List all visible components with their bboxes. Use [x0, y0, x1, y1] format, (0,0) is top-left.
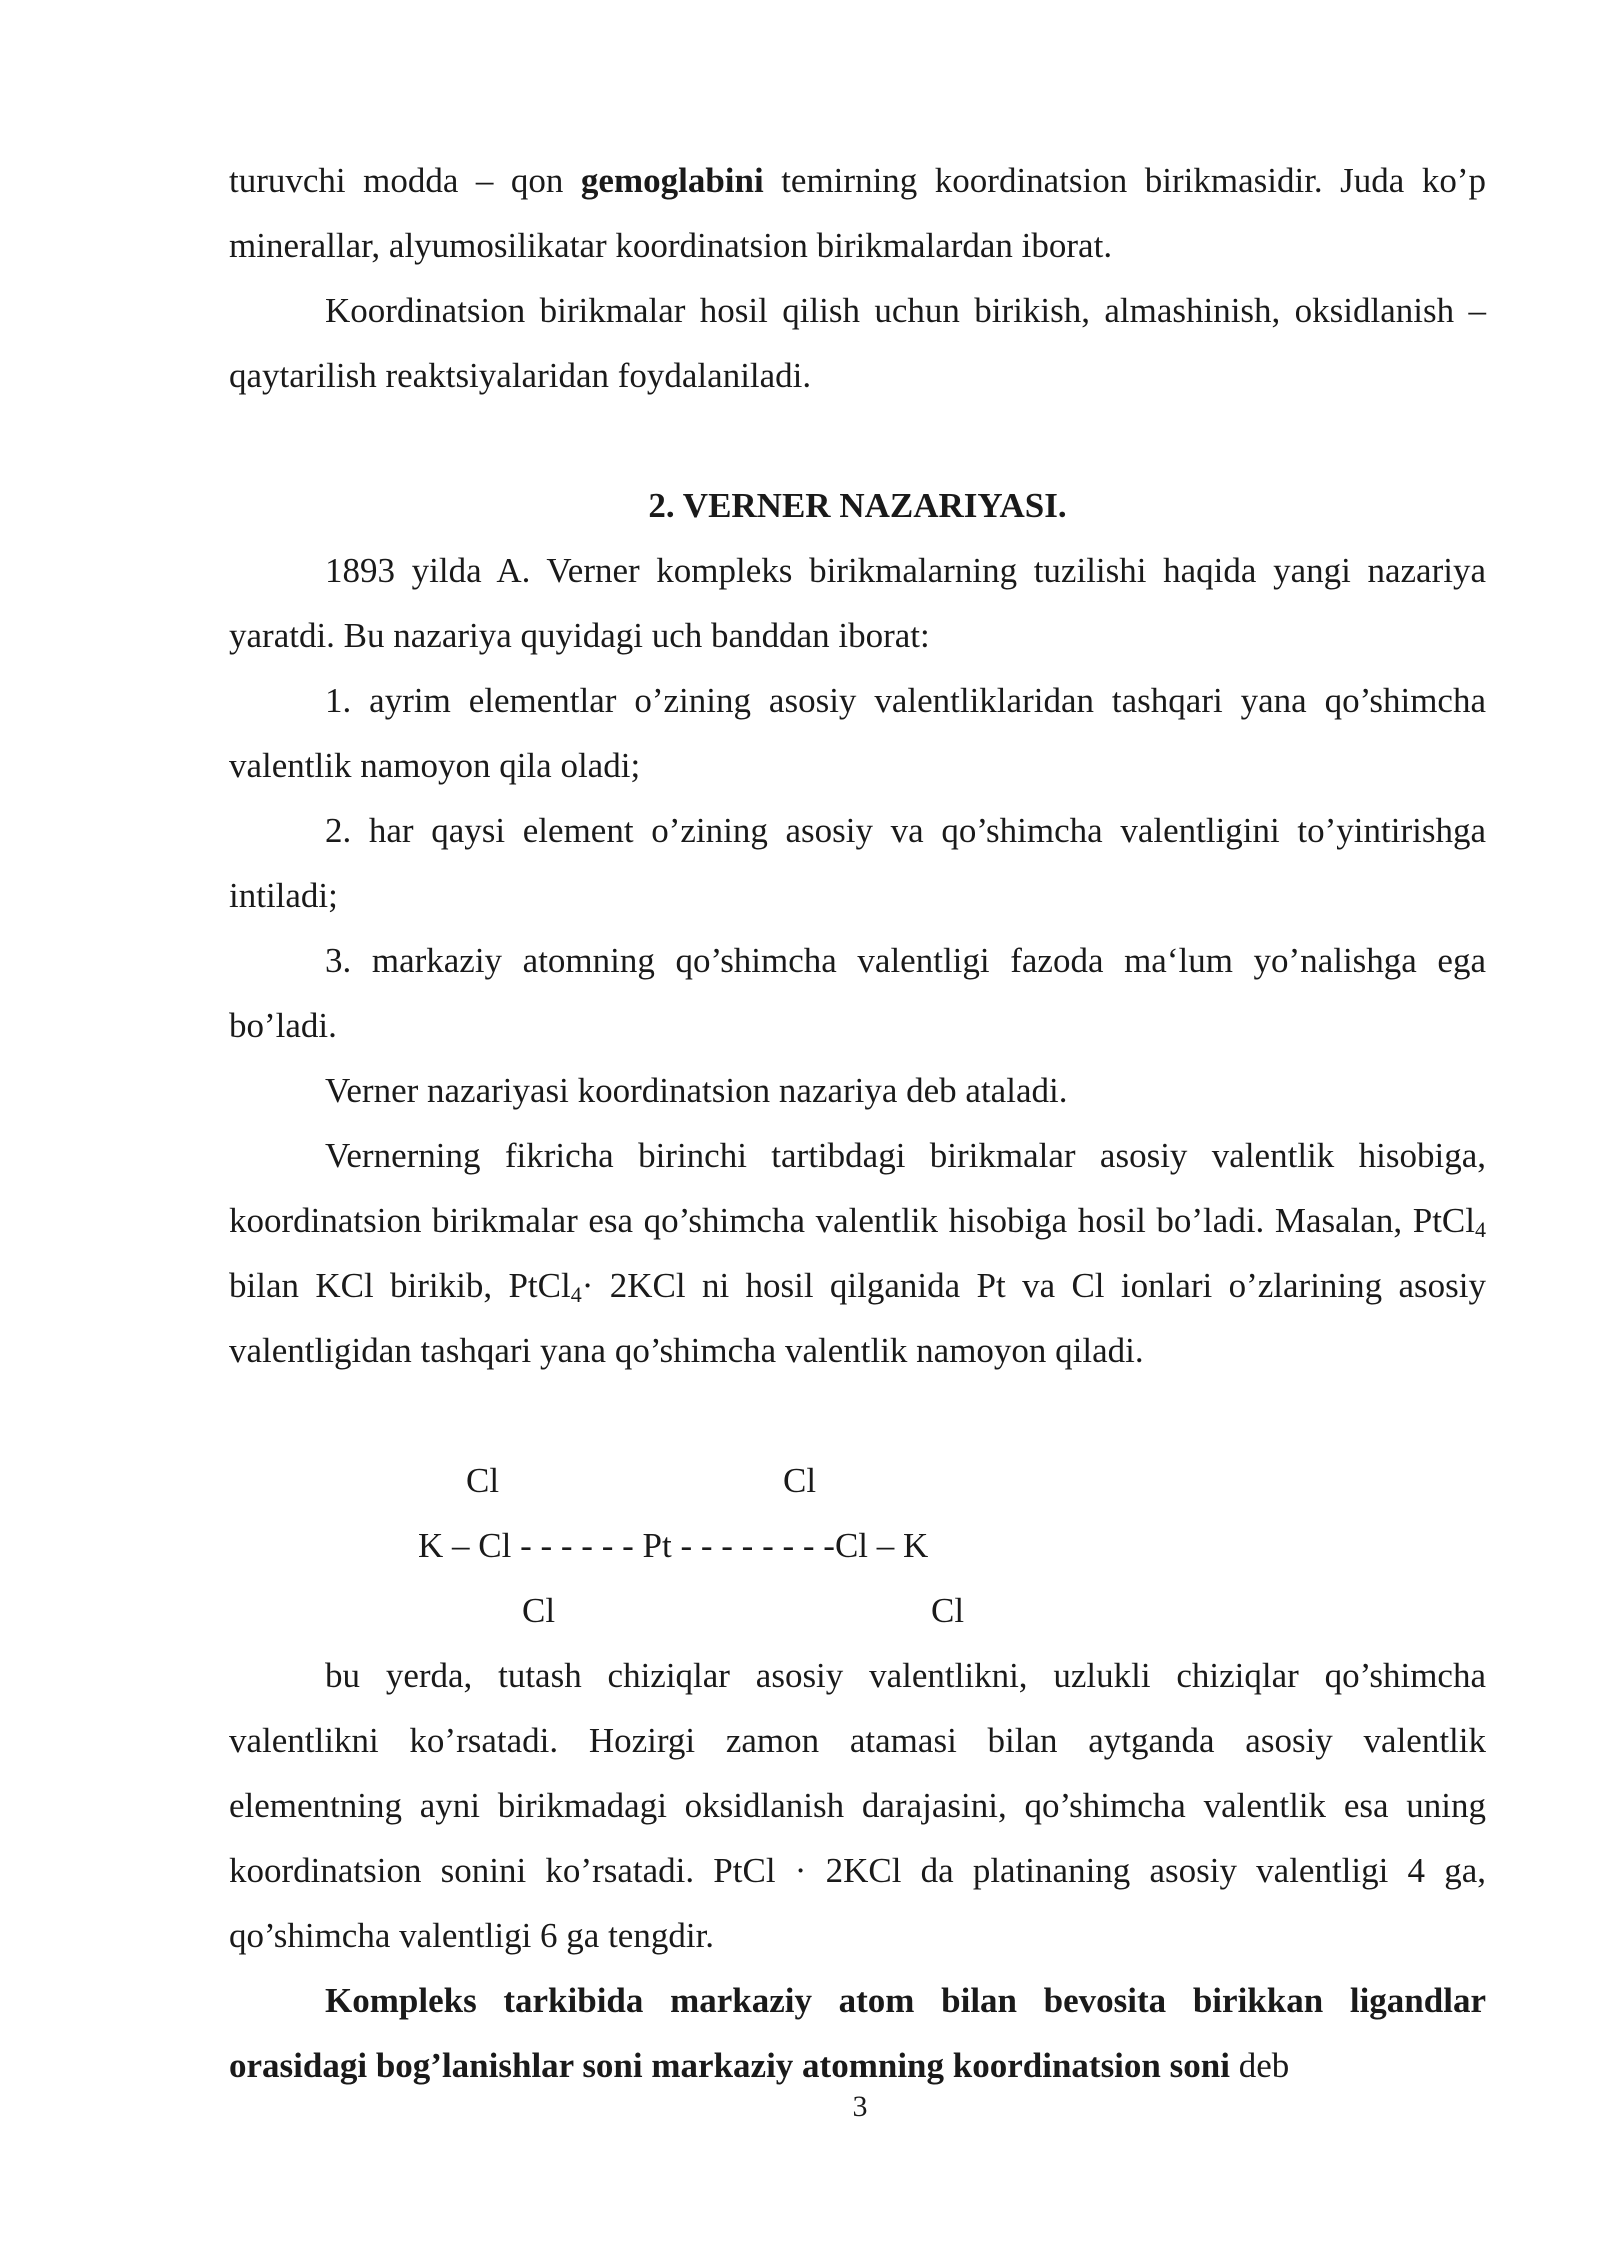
text-run: bilan KCl birikib, PtCl	[229, 1266, 571, 1305]
section-heading: 2. VERNER NAZARIYASI.	[648, 486, 1067, 525]
document-page	[229, 148, 1486, 2098]
bold-definition: Kompleks tarkibida markaziy atom bilan bevosita birikkan ligandlar orasidagi bog’lanishlar soni markaziy atomning koordinatsion soni	[229, 1981, 1486, 2085]
formula-cl-bottom-right: Cl	[931, 1591, 965, 1630]
list-item-3: 3. markaziy atomning qo’shimcha valentligi fazoda ma‘lum yo’nalishga ega bo’ladi.	[229, 941, 1486, 1045]
formula-cl-top-right: Cl	[783, 1461, 817, 1500]
text-run: Vernerning fikricha birinchi tartibdagi birikmalar asosiy valentlik hisobiga, koordinatsion birikmalar esa qo’shimcha valentlik hisobiga hosil bo’ladi. Masalan, PtCl	[229, 1136, 1486, 1240]
text-run: deb	[1229, 2046, 1290, 2085]
text-run: turuvchi modda – qon	[229, 161, 581, 200]
paragraph-valence-example	[229, 1123, 1486, 1383]
paragraph-hemoglobin	[229, 148, 1486, 278]
paragraph-coordination-number	[229, 1968, 1486, 2098]
formula-main-line: K – Cl - - - - - - Pt - - - - - - - -Cl – K	[418, 1526, 929, 1565]
text-run: temirning koordinatsion birikmasidir. Juda ko’p minerallar, alyumosilikatar koordinatsion birikmalardan iborat.	[229, 161, 1486, 265]
page-number: 3	[852, 2090, 868, 2123]
paragraph-synthesis: Koordinatsion birikmalar hosil qilish uchun birikish, almashinish, oksidlanish – qaytarilish reaktsiyalaridan foydalaniladi.	[229, 291, 1486, 395]
formula-cl-top-left: Cl	[466, 1461, 500, 1500]
paragraph-coordination-theory: Verner nazariyasi koordinatsion nazariya deb ataladi.	[325, 1071, 1068, 1110]
list-item-1: 1. ayrim elementlar o’zining asosiy valentliklaridan tashqari yana qo’shimcha valentlik namoyon qila oladi;	[229, 681, 1486, 785]
bold-term: gemoglabini	[580, 161, 764, 200]
paragraph-valence-explanation: bu yerda, tutash chiziqlar asosiy valentlikni, uzlukli chiziqlar qo’shimcha valentlikni ko’rsatadi. Hozirgi zamon atamasi bilan aytganda asosiy valentlik elementning ayni birikmadagi oksidlanish darajasini, qo’shimcha valentlik esa uning koordinatsion sonini ko’rsatadi. PtCl · 2KCl da platinaning asosiy valentligi 4 ga, qo’shimcha valentligi 6 ga tengdir.	[229, 1656, 1486, 1955]
subscript: 4	[570, 1282, 582, 1307]
paragraph-werner-intro: 1893 yilda A. Verner kompleks birikmalarning tuzilishi haqida yangi nazariya yaratdi. Bu nazariya quyidagi uch banddan iborat:	[229, 551, 1486, 655]
structural-formula	[229, 1448, 1486, 1643]
list-item-2: 2. har qaysi element o’zining asosiy va qo’shimcha valentligini to’yintirishga intiladi;	[229, 811, 1486, 915]
text-run: · 2KCl ni hosil qilganida Pt va Cl ionlari o’zlarining asosiy valentligidan tashqari yana qo’shimcha valentlik namoyon qiladi.	[229, 1266, 1486, 1370]
subscript: 4	[1475, 1217, 1486, 1242]
formula-cl-bottom-left: Cl	[522, 1591, 556, 1630]
